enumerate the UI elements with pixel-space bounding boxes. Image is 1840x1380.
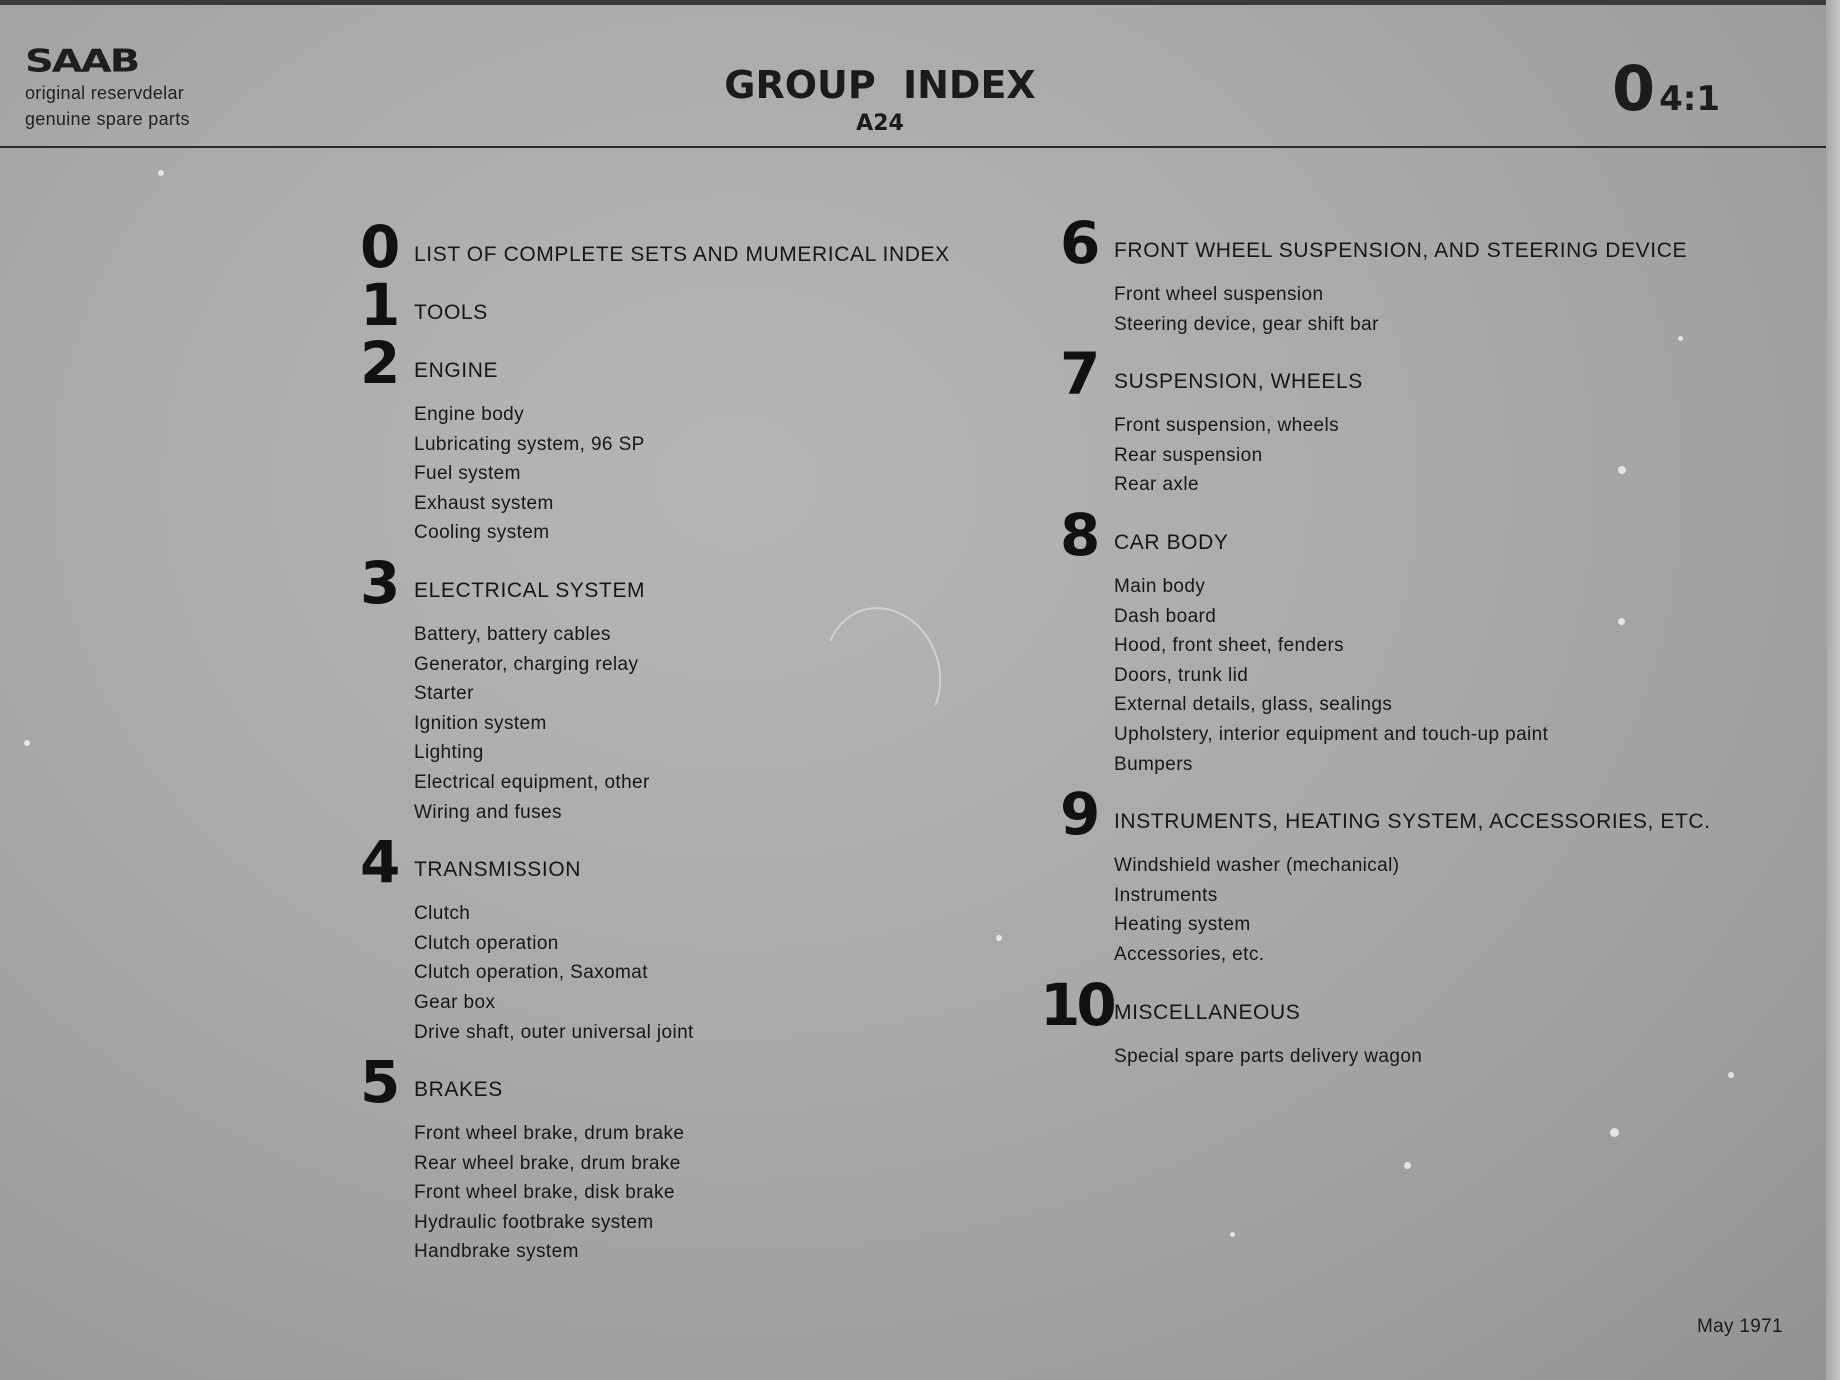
page-code (1612, 54, 1720, 134)
brand-line-original: original reservdelar (25, 83, 185, 103)
list-item: Starter (414, 683, 474, 705)
group-0 (360, 213, 1020, 284)
list-item: Front wheel brake, drum brake (414, 1123, 685, 1145)
list-item: Hood, front sheet, fenders (1114, 635, 1345, 657)
list-item: Steering device, gear shift bar (1114, 313, 1379, 335)
group-number: 7 (1060, 340, 1101, 409)
dust-speck (1728, 1072, 1734, 1078)
group-5 (360, 1048, 1020, 1267)
group-title: INSTRUMENTS, HEATING SYSTEM, ACCESSORIES, ETC. (1114, 810, 1711, 834)
group-title: ENGINE (414, 359, 499, 382)
page-code-group: 0 (1612, 52, 1656, 125)
list-item: External details, glass, sealings (1114, 694, 1393, 716)
list-item: Clutch operation, Saxomat (414, 962, 648, 984)
group-items (1114, 280, 1800, 339)
list-item: Heating system (1114, 914, 1251, 936)
list-item: Exhaust system (414, 492, 554, 514)
group-items (414, 1119, 1020, 1267)
group-number: 0 (360, 213, 401, 281)
group-4 (360, 828, 1020, 1047)
list-item: Gear box (414, 991, 496, 1013)
dust-speck (1610, 1128, 1619, 1137)
group-title: TRANSMISSION (414, 858, 582, 882)
list-item: Fuel system (414, 463, 521, 485)
group-items (1114, 411, 1800, 500)
list-item: Windshield washer (mechanical) (1114, 855, 1400, 877)
group-number: 9 (1060, 780, 1101, 849)
group-9 (1060, 780, 1800, 969)
dust-speck (158, 170, 164, 176)
dust-speck (1618, 466, 1626, 474)
list-item: Battery, battery cables (414, 623, 611, 645)
list-item: Lubricating system, 96 SP (414, 433, 645, 455)
list-item: Generator, charging relay (414, 653, 639, 675)
list-item: Main body (1114, 575, 1206, 597)
list-item: Ignition system (414, 712, 547, 734)
list-item: Doors, trunk lid (1114, 664, 1249, 686)
list-item: Rear axle (1114, 474, 1199, 496)
list-item: Electrical equipment, other (414, 771, 650, 793)
list-item: Dash board (1114, 605, 1217, 627)
list-item: Instruments (1114, 884, 1218, 906)
dust-speck (1404, 1162, 1411, 1169)
left-column (360, 213, 1020, 1281)
page-title: GROUP INDEX (724, 63, 1036, 107)
page-code-sheet: 4:1 (1659, 79, 1721, 119)
group-items (1114, 572, 1800, 779)
group-title: MISCELLANEOUS (1114, 1000, 1301, 1024)
model-code: A24 (856, 111, 904, 136)
group-title: CAR BODY (1114, 530, 1229, 554)
list-item: Hydraulic footbrake system (414, 1211, 654, 1233)
group-title: FRONT WHEEL SUSPENSION, AND STEERING DEVICE (1114, 239, 1688, 262)
brand-block (25, 43, 190, 132)
right-edge (1826, 0, 1840, 1380)
group-title: SUSPENSION, WHEELS (1114, 370, 1363, 394)
list-item: Front wheel brake, disk brake (414, 1182, 675, 1204)
list-item: Bumpers (1114, 753, 1193, 775)
dust-speck (24, 740, 30, 746)
group-items (414, 899, 1020, 1047)
list-item: Lighting (414, 742, 484, 764)
list-item: Drive shaft, outer universal joint (414, 1021, 694, 1043)
group-items (414, 400, 1020, 548)
title-block (660, 62, 1100, 140)
group-number: 4 (360, 828, 401, 897)
dust-speck (1678, 336, 1683, 341)
group-number: 3 (360, 548, 401, 617)
dust-speck (996, 935, 1002, 941)
list-item: Rear wheel brake, drum brake (414, 1152, 681, 1174)
group-title: LIST OF COMPLETE SETS AND MUMERICAL INDEX (414, 243, 950, 266)
group-number: 2 (360, 329, 401, 397)
group-8 (1060, 500, 1800, 779)
right-column (1040, 209, 1800, 1085)
list-item: Special spare parts delivery wagon (1114, 1045, 1423, 1067)
group-number: 6 (1060, 209, 1101, 277)
group-7 (1060, 340, 1800, 500)
group-2 (360, 329, 1020, 548)
group-number: 5 (360, 1048, 401, 1117)
list-item: Front suspension, wheels (1114, 415, 1340, 437)
group-number: 1 (360, 271, 401, 339)
list-item: Front wheel suspension (1114, 284, 1324, 305)
dust-speck (1618, 618, 1625, 625)
list-item: Engine body (414, 404, 525, 425)
group-title: BRAKES (414, 1078, 503, 1102)
header (0, 0, 1840, 152)
publication-date: May 1971 (1697, 1316, 1783, 1337)
header-rule (0, 146, 1826, 148)
brand-line-genuine: genuine spare parts (25, 109, 190, 129)
list-item: Clutch (414, 903, 471, 925)
group-10 (1040, 970, 1800, 1072)
dust-speck (1230, 1232, 1235, 1237)
list-item: Cooling system (414, 522, 550, 544)
group-title: TOOLS (414, 301, 488, 324)
group-number: 10 (1040, 970, 1113, 1039)
group-items (1114, 851, 1800, 969)
list-item: Rear suspension (1114, 444, 1263, 466)
list-item: Accessories, etc. (1114, 943, 1265, 965)
group-number: 8 (1060, 500, 1101, 569)
list-item: Upholstery, interior equipment and touch-up paint (1114, 723, 1549, 745)
group-title: ELECTRICAL SYSTEM (414, 578, 646, 602)
saab-logo: SAAB (25, 43, 139, 80)
group-items (1114, 1042, 1800, 1072)
list-item: Wiring and fuses (414, 801, 562, 823)
list-item: Clutch operation (414, 932, 559, 954)
group-6 (1060, 209, 1800, 339)
group-1 (360, 271, 1020, 342)
list-item: Handbrake system (414, 1241, 579, 1263)
